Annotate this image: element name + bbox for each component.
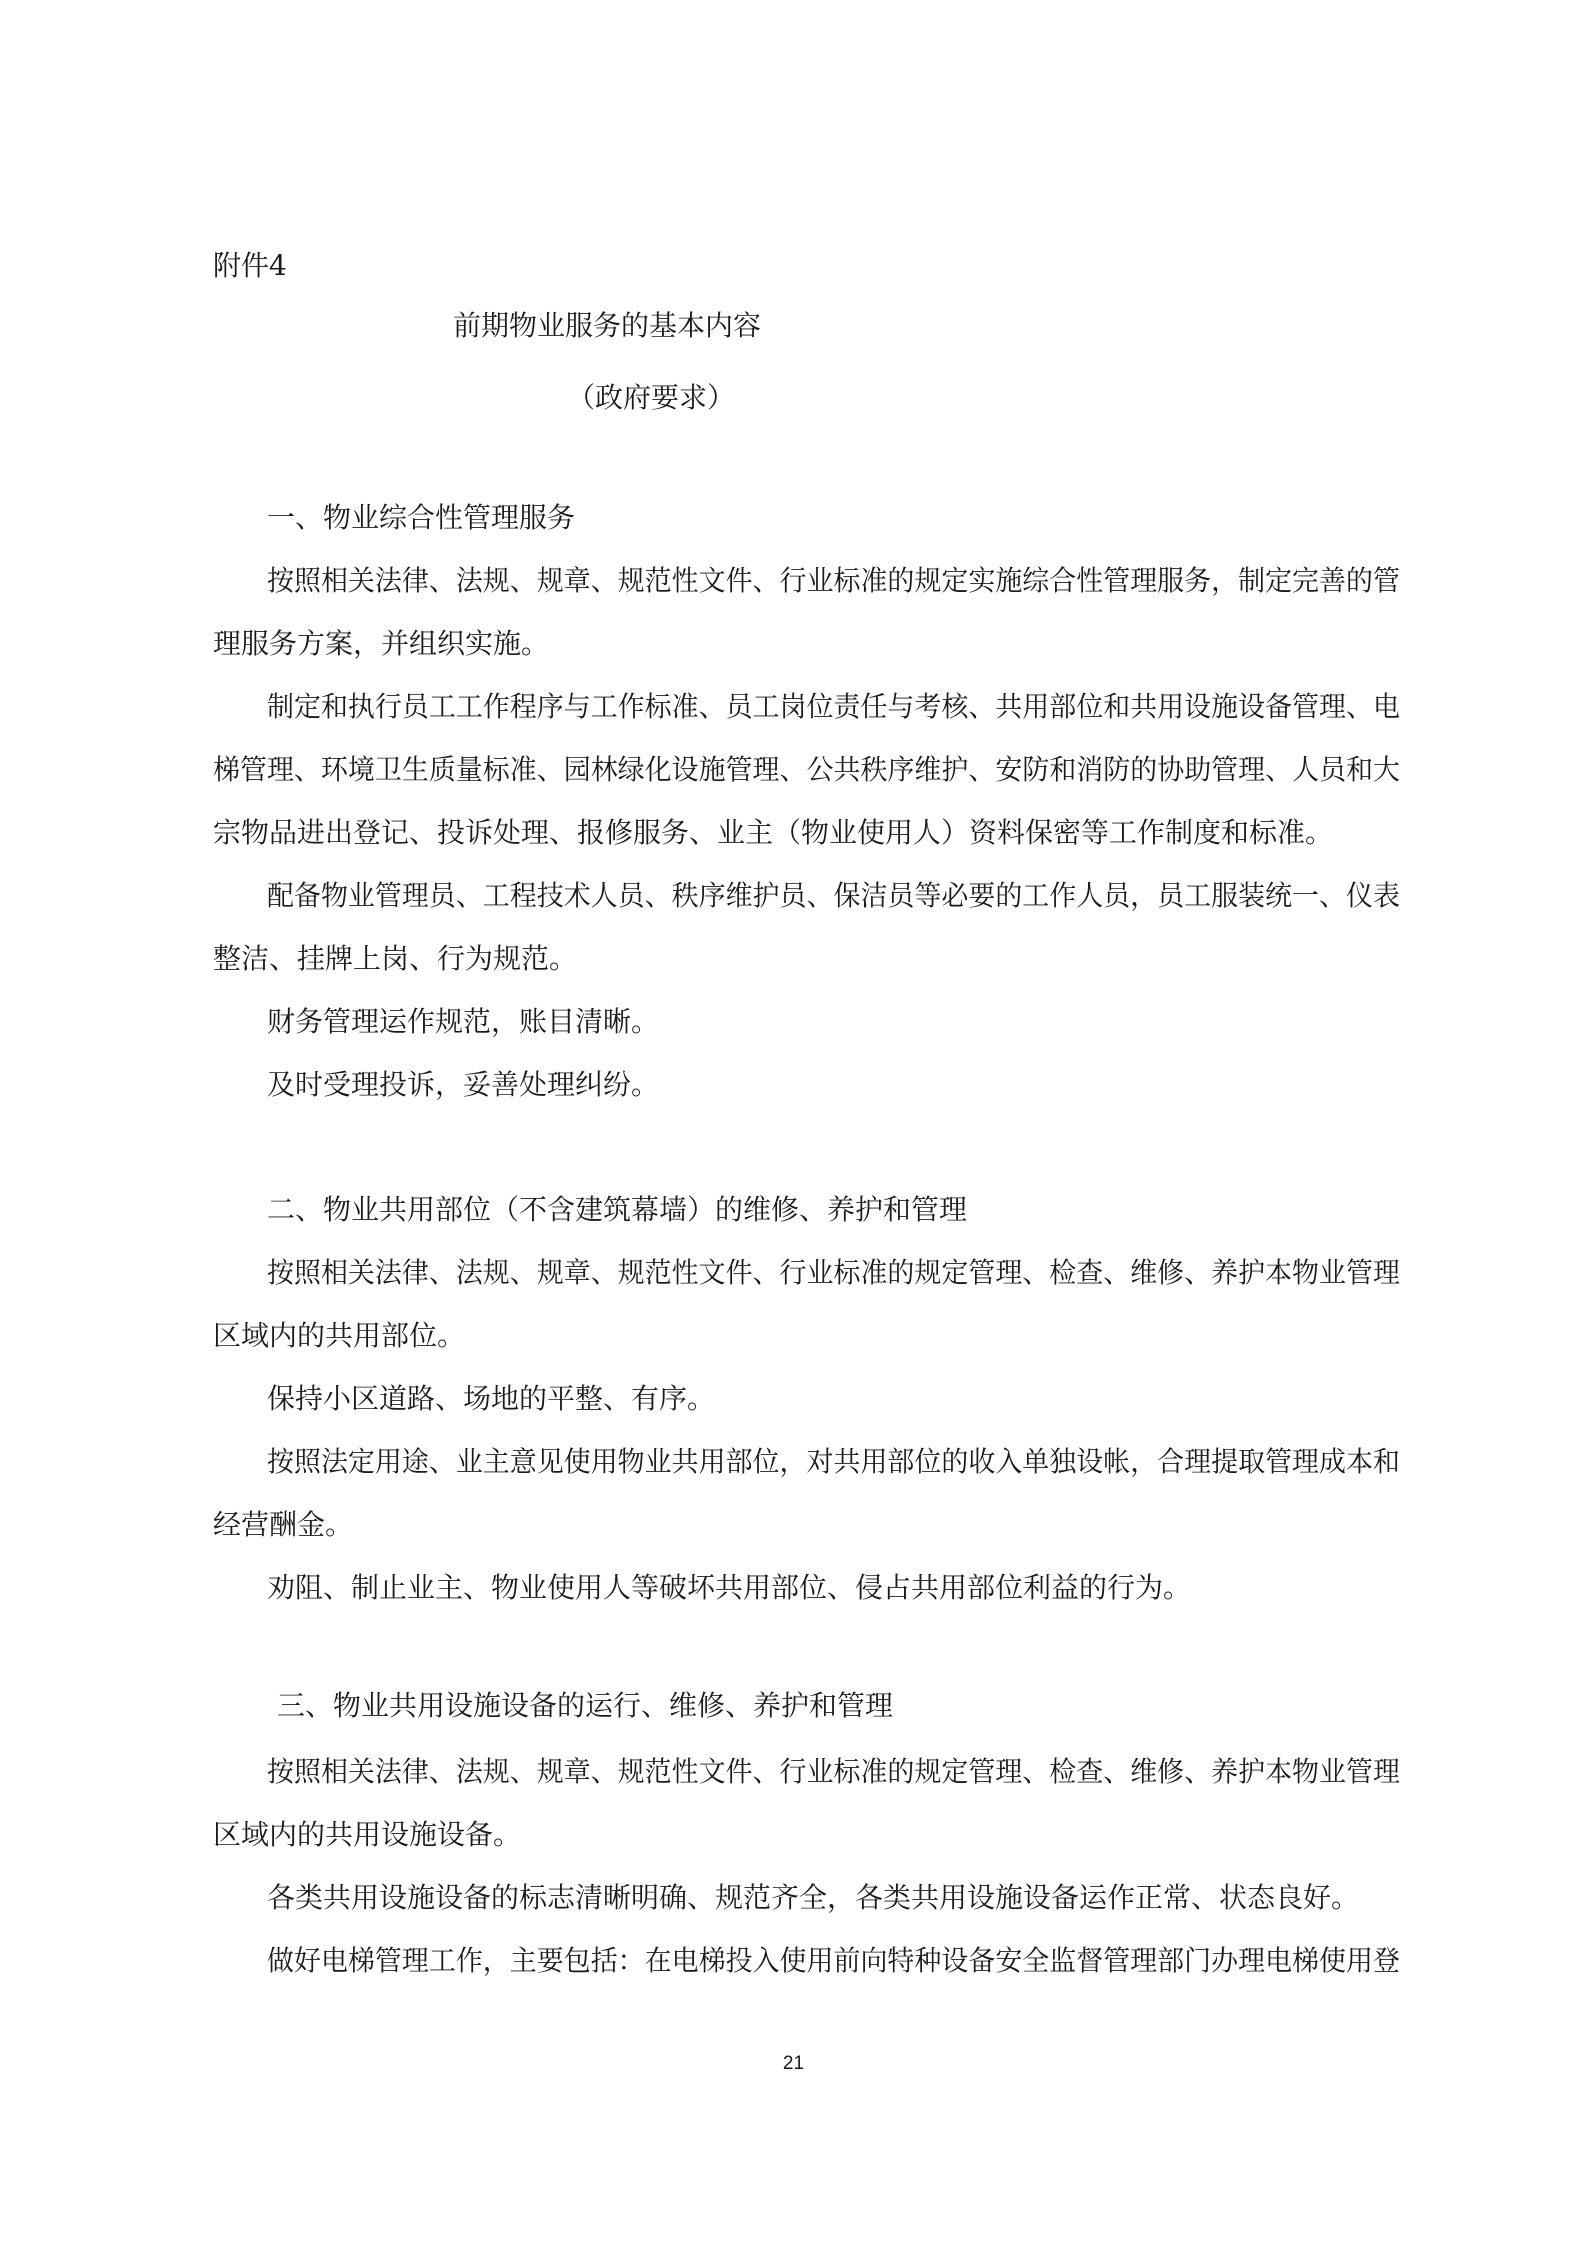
section-1-line-2: 理服务方案，并组织实施。 (213, 627, 550, 660)
document-subtitle: （政府要求） (567, 381, 736, 414)
section-1-line-7: 整洁、挂牌上岗、行为规范。 (213, 942, 578, 975)
section-3-line-3: 各类共用设施设备的标志清晰明确、规范齐全，各类共用设施设备运作正常、状态良好。 (267, 1881, 1360, 1914)
page-number: 21 (782, 2053, 805, 2074)
section-1-line-6: 配备物业管理员、工程技术人员、秩序维护员、保洁员等必要的工作人员，员工服装统一、仪表 (267, 879, 1400, 912)
section-2-line-4: 按照法定用途、业主意见使用物业共用部位，对共用部位的收入单独设帐，合理提取管理成本和 (267, 1445, 1400, 1478)
section-2-line-3: 保持小区道路、场地的平整、有序。 (267, 1382, 716, 1415)
section-2-line-6: 劝阻、制止业主、物业使用人等破坏共用部位、侵占共用部位利益的行为。 (267, 1571, 1192, 1604)
section-heading-1: 一、物业综合性管理服务 (267, 501, 576, 534)
section-1-line-9: 及时受理投诉，妥善处理纠纷。 (267, 1068, 660, 1101)
section-1-line-3: 制定和执行员工工作程序与工作标准、员工岗位责任与考核、共用部位和共用设施设备管理、电 (267, 690, 1400, 723)
section-1-line-1: 按照相关法律、法规、规章、规范性文件、行业标准的规定实施综合性管理服务，制定完善的管 (267, 564, 1400, 597)
section-2-line-2: 区域内的共用部位。 (213, 1319, 466, 1352)
section-heading-2: 二、物业共用部位（不含建筑幕墙）的维修、养护和管理 (267, 1193, 968, 1226)
section-2-line-1: 按照相关法律、法规、规章、规范性文件、行业标准的规定管理、检查、维修、养护本物业管理 (267, 1256, 1400, 1289)
section-2-line-5: 经营酬金。 (213, 1508, 354, 1541)
attachment-label: 附件4 (213, 249, 287, 282)
section-3-line-1: 按照相关法律、法规、规章、规范性文件、行业标准的规定管理、检查、维修、养护本物业管理 (267, 1755, 1400, 1788)
section-3-line-4: 做好电梯管理工作，主要包括：在电梯投入使用前向特种设备安全监督管理部门办理电梯使用登 (267, 1944, 1400, 1977)
section-1-line-4: 梯管理、环境卫生质量标准、园林绿化设施管理、公共秩序维护、安防和消防的协助管理、人员和大 (213, 753, 1401, 786)
section-1-line-5: 宗物品进出登记、投诉处理、报修服务、业主（物业使用人）资料保密等工作制度和标准。 (213, 816, 1334, 849)
section-1-line-8: 财务管理运作规范，账目清晰。 (267, 1005, 660, 1038)
document-title: 前期物业服务的基本内容 (453, 309, 762, 342)
section-heading-3: 三、物业共用设施设备的运行、维修、养护和管理 (277, 1689, 894, 1722)
section-3-line-2: 区域内的共用设施设备。 (213, 1818, 522, 1851)
